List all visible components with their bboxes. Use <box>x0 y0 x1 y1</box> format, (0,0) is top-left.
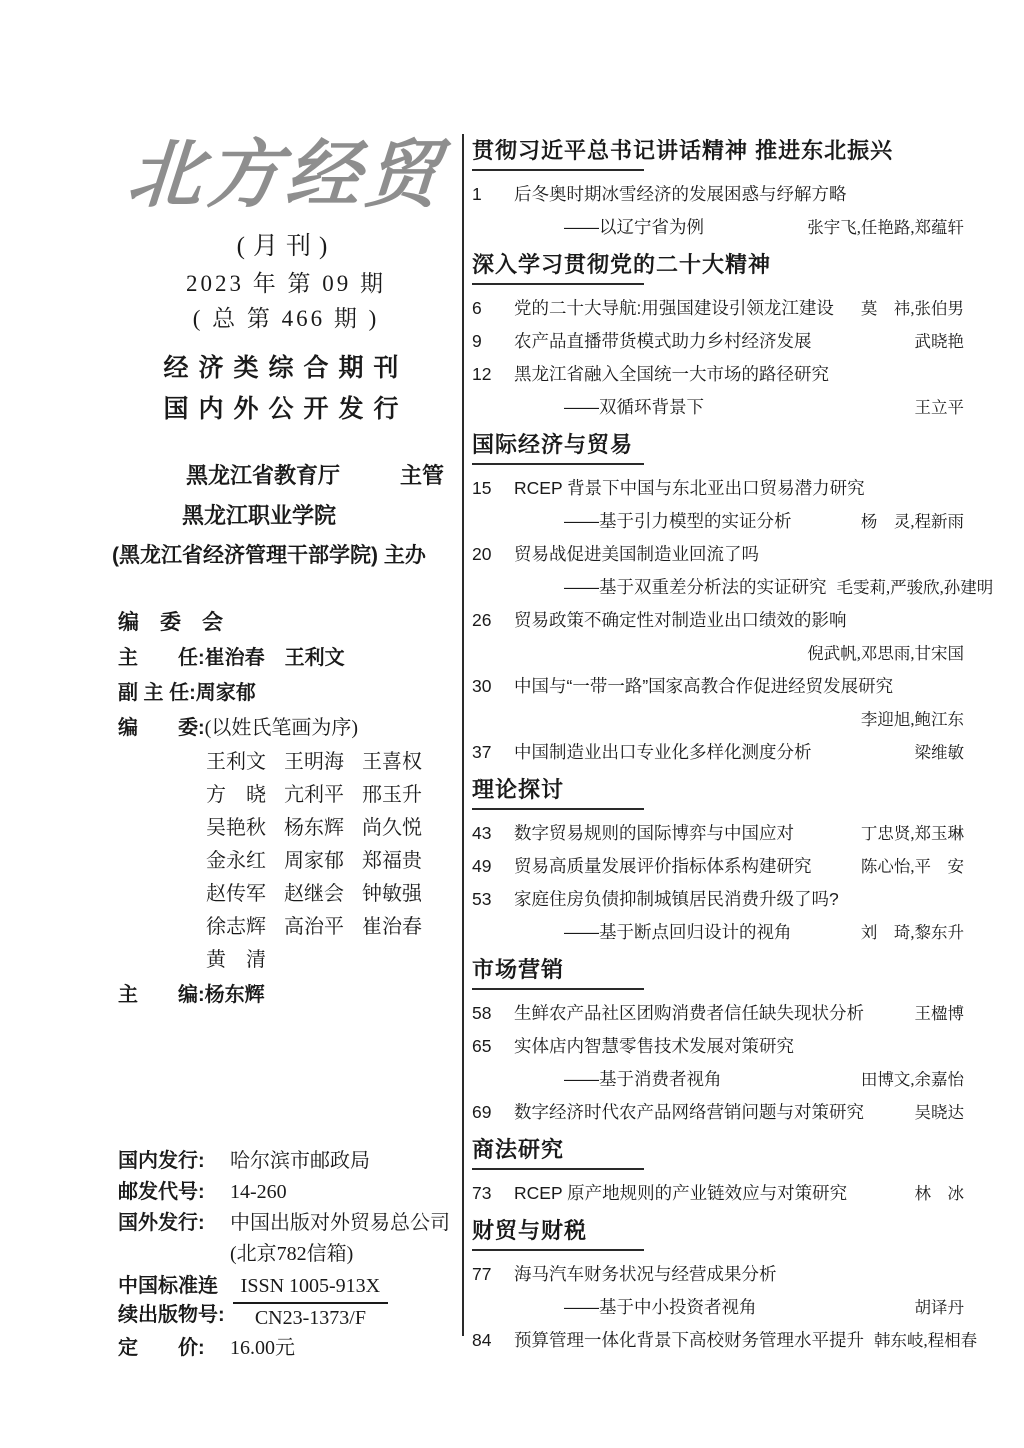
toc-entry-title: 后冬奥时期冰雪经济的发展困惑与纾解方略 <box>514 184 847 204</box>
board-member-name: 方 晓 <box>206 784 266 806</box>
toc-entry-authors: 林 冰 <box>914 1184 964 1203</box>
toc-entry-authors: 韩东岐,程相春 <box>874 1331 978 1350</box>
toc-entry-line <box>472 571 994 604</box>
toc-entry-authors: 陈心怡,平 安 <box>860 857 964 876</box>
board-member-name: 王明海 <box>284 751 344 773</box>
board-member-name: 高治平 <box>284 916 344 938</box>
board-member-name: 金永红 <box>206 850 266 872</box>
toc-section-underline <box>472 283 644 285</box>
organizer-name: 黑龙江职业学院 <box>182 503 337 528</box>
toc-entry-authors: 丁忠贤,郑玉琳 <box>860 824 964 843</box>
foreign-distribution-value: 中国出版对外贸易总公司 <box>230 1212 450 1234</box>
organizer-alt-name: (黑龙江省经济管理干部学院) 主办 <box>112 544 426 567</box>
toc-entry-title: ——基于消费者视角 <box>564 1069 722 1089</box>
toc-page-number: 26 <box>472 610 492 630</box>
toc-entry-line <box>472 637 964 670</box>
chief-editor-label: 主 编: <box>118 984 205 1006</box>
board-member-name: 邢玉升 <box>362 784 422 806</box>
toc-entry-authors: 李迎旭,鲍江东 <box>860 710 964 729</box>
toc-entry-line <box>472 538 964 571</box>
toc-section-title: 商法研究 <box>472 1137 565 1162</box>
toc-entry-line <box>472 1324 978 1357</box>
journal-type-line1: 经济类综合期刊 <box>163 354 409 382</box>
toc-entry-line <box>472 997 964 1030</box>
toc-section-lines <box>472 817 964 949</box>
price-label: 定 价: <box>118 1337 205 1359</box>
toc-entry-line <box>472 1063 964 1096</box>
supervisor-role: 主管 <box>399 463 444 488</box>
toc-entry-title: 生鲜农产品社区团购消费者信任缺失现状分析 <box>514 1003 864 1023</box>
masthead <box>112 122 460 576</box>
toc-page-number: 37 <box>472 742 492 762</box>
board-member-name: 赵继会 <box>284 883 344 905</box>
toc-entry-authors: 倪武帆,邓思雨,甘宋国 <box>807 644 964 663</box>
toc-entry-title: 数字经济时代农产品网络营销问题与对策研究 <box>514 1102 864 1122</box>
toc-entry-line <box>472 1177 964 1210</box>
foreign-distribution-value2: (北京782信箱) <box>230 1243 354 1265</box>
foreign-distribution-spacer <box>118 1239 230 1270</box>
toc-entry-line <box>472 1291 964 1324</box>
toc-section-title: 市场营销 <box>472 957 565 982</box>
toc-section-title: 理论探讨 <box>472 777 565 802</box>
chief-editor-name: 杨东辉 <box>204 984 265 1006</box>
toc-entry-line <box>472 505 964 538</box>
toc-entry-title: 海马汽车财务状况与经营成果分析 <box>514 1264 777 1284</box>
toc-entry-title: ——基于双重差分析法的实证研究 <box>564 577 827 597</box>
toc-section <box>472 251 964 424</box>
toc-entry-line <box>472 1030 964 1063</box>
board-member-name: 周家郁 <box>284 850 344 872</box>
toc-page-number: 20 <box>472 544 492 564</box>
toc-entry-line <box>472 325 964 358</box>
toc-entry-line <box>472 604 964 637</box>
domestic-distribution-label: 国内发行: <box>118 1150 205 1172</box>
toc-entry-line <box>472 292 964 325</box>
journal-type-line2: 国内外公开发行 <box>163 395 409 423</box>
toc-entry-authors: 王立平 <box>914 398 964 417</box>
board-member-name: 崔治春 <box>362 916 422 938</box>
toc-entry-title: RCEP 背景下中国与东北亚出口贸易潜力研究 <box>514 478 865 498</box>
board-title: 编 委 会 <box>118 611 223 634</box>
toc-page-number: 30 <box>472 676 492 696</box>
toc-entry-line <box>472 670 964 703</box>
toc-page-number: 53 <box>472 889 492 909</box>
toc-section-title: 国际经济与贸易 <box>472 432 634 457</box>
toc-page-number: 77 <box>472 1264 492 1284</box>
toc-page-number: 6 <box>472 298 482 318</box>
toc-entry-line <box>472 916 964 949</box>
toc-entry-authors: 张宇飞,任艳路,郑蕴轩 <box>807 218 964 237</box>
toc-entry-authors: 莫 祎,张伯男 <box>860 299 964 318</box>
board-director-label: 主 任: <box>118 647 205 669</box>
toc-entry-authors: 梁维敏 <box>914 743 964 762</box>
cn-number: CN23-1373/F <box>254 1307 366 1329</box>
toc-entry-authors: 杨 灵,程新雨 <box>860 512 964 531</box>
toc-entry-line <box>472 472 964 505</box>
board-member-name: 黄 清 <box>206 949 266 971</box>
toc-section-underline <box>472 988 644 990</box>
toc-section-lines <box>472 178 964 244</box>
toc-section <box>472 137 964 244</box>
toc-entry-title: 中国制造业出口专业化多样化测度分析 <box>514 742 812 762</box>
toc-page-number: 1 <box>472 184 482 204</box>
toc-page-number: 43 <box>472 823 492 843</box>
toc-entry-line <box>472 817 964 850</box>
toc-section <box>472 1136 964 1210</box>
board-deputy-names: 周家郁 <box>195 682 256 704</box>
board-member-name: 杨东辉 <box>284 817 344 839</box>
toc-entry-authors: 胡译丹 <box>914 1298 964 1317</box>
toc-section-underline <box>472 1168 644 1170</box>
toc-section-title: 财贸与财税 <box>472 1218 588 1243</box>
toc <box>472 130 994 1357</box>
toc-entry-line <box>472 1258 964 1291</box>
toc-page-number: 15 <box>472 478 492 498</box>
board-deputy-label: 副 主 任: <box>118 682 196 704</box>
toc-page-number: 73 <box>472 1183 492 1203</box>
toc-section-underline <box>472 808 644 810</box>
toc-page-number: 9 <box>472 331 482 351</box>
toc-entry-line <box>472 391 964 424</box>
toc-section-title: 贯彻习近平总书记讲话精神 推进东北振兴 <box>472 138 894 163</box>
board-member-name: 赵传军 <box>206 883 266 905</box>
board-members-label: 编 委: <box>118 717 205 739</box>
toc-entry-line <box>472 1096 964 1129</box>
toc-section <box>472 776 964 949</box>
toc-page-number: 49 <box>472 856 492 876</box>
toc-section-underline <box>472 169 644 171</box>
board-member-name: 亢利平 <box>284 784 344 806</box>
toc-entry-title: 贸易政策不确定性对制造业出口绩效的影响 <box>514 610 847 630</box>
toc-entry-title: 党的二十大导航:用强国建设引领龙江建设 <box>514 298 834 318</box>
toc-section-lines <box>472 1177 964 1210</box>
toc-section-underline <box>472 463 644 465</box>
toc-entry-title: ——基于引力模型的实证分析 <box>564 511 792 531</box>
toc-entry-title: 家庭住房负债抑制城镇居民消费升级了吗? <box>514 889 839 909</box>
journal-frequency: (月刊) <box>236 233 336 260</box>
issn-label-line2: 续出版物号: <box>118 1304 225 1326</box>
board-member-name: 郑福贵 <box>362 850 422 872</box>
toc-section-lines <box>472 472 994 769</box>
postal-code-value: 14-260 <box>230 1181 287 1203</box>
postal-code-label: 邮发代号: <box>118 1181 205 1203</box>
toc-entry-authors: 王楹博 <box>914 1004 964 1023</box>
toc-entry-title: 预算管理一体化背景下高校财务管理水平提升 <box>514 1330 864 1350</box>
toc-page-number: 69 <box>472 1102 492 1122</box>
toc-section-lines <box>472 997 964 1129</box>
toc-entry-title: ——以辽宁省为例 <box>564 217 704 237</box>
toc-entry-line <box>472 883 964 916</box>
board-member-name: 徐志辉 <box>206 916 266 938</box>
board-director-names: 崔治春 王利文 <box>204 647 345 669</box>
toc-entry-authors: 毛雯莉,严骏欣,孙建明 <box>836 578 994 597</box>
toc-entry-title: ——双循环背景下 <box>564 397 704 417</box>
toc-entry-title: 中国与“一带一路”国家高教合作促进经贸发展研究 <box>514 676 894 696</box>
toc-entry-title: 数字贸易规则的国际博弈与中国应对 <box>514 823 794 843</box>
issn-label <box>118 1272 225 1333</box>
toc-entry-line <box>472 850 964 883</box>
toc-entry-authors: 田博文,余嘉怡 <box>860 1070 964 1089</box>
issue-number: 2023 年 第 09 期 <box>186 271 386 296</box>
toc-entry-authors: 武晓艳 <box>914 332 964 351</box>
toc-section-title: 深入学习贯彻党的二十大精神 <box>472 252 772 277</box>
toc-page-number: 58 <box>472 1003 492 1023</box>
issue-total-number: ( 总 第 466 期 ) <box>192 306 380 331</box>
toc-entry-authors: 吴晓达 <box>914 1103 964 1122</box>
toc-page-number: 12 <box>472 364 492 384</box>
toc-entry-title: 实体店内智慧零售技术发展对策研究 <box>514 1036 794 1056</box>
editorial-board <box>118 604 460 1013</box>
domestic-distribution-value: 哈尔滨市邮政局 <box>230 1150 370 1172</box>
toc-entry-line <box>472 736 964 769</box>
board-member-name: 吴艳秋 <box>206 817 266 839</box>
toc-section-underline <box>472 1249 644 1251</box>
toc-section <box>472 1217 978 1357</box>
toc-section-lines <box>472 1258 978 1357</box>
toc-entry-line <box>472 211 964 244</box>
board-members-grid <box>118 746 460 977</box>
toc-entry-title: 贸易高质量发展评价指标体系构建研究 <box>514 856 812 876</box>
issn-label-line1: 中国标准连 <box>118 1275 218 1297</box>
board-member-name: 钟敏强 <box>362 883 422 905</box>
toc-entry-title: ——基于断点回归设计的视角 <box>564 922 792 942</box>
foreign-distribution-label: 国外发行: <box>118 1212 205 1234</box>
column-divider-line <box>462 134 464 1336</box>
toc-entry-title: 贸易战促进美国制造业回流了吗 <box>514 544 759 564</box>
toc-entry-title: 黑龙江省融入全国统一大市场的路径研究 <box>514 364 829 384</box>
toc-entry-line <box>472 703 964 736</box>
board-member-name: 王利文 <box>206 751 266 773</box>
toc-entry-title: ——基于中小投资者视角 <box>564 1297 757 1317</box>
supervisor-name: 黑龙江省教育厅 <box>186 463 341 488</box>
issn-number: ISSN 1005-913X <box>233 1272 388 1304</box>
toc-entry-authors: 刘 琦,黎东升 <box>860 923 964 942</box>
journal-logo: 北方经贸 <box>124 132 448 218</box>
price-value: 16.00元 <box>230 1337 295 1359</box>
issn-values <box>233 1272 388 1333</box>
toc-section <box>472 956 964 1129</box>
toc-page-number: 65 <box>472 1036 492 1056</box>
board-member-name: 王喜权 <box>362 751 422 773</box>
publication-info <box>118 1146 460 1364</box>
toc-entry-line <box>472 358 964 391</box>
board-member-name: 尚久悦 <box>362 817 422 839</box>
sponsor-block <box>112 456 460 576</box>
toc-entry-title: 农产品直播带货模式助力乡村经济发展 <box>514 331 812 351</box>
board-members-note: (以姓氏笔画为序) <box>204 717 358 739</box>
toc-entry-line <box>472 178 964 211</box>
toc-page-number: 84 <box>472 1330 492 1350</box>
toc-section <box>472 431 994 769</box>
toc-entry-title: RCEP 原产地规则的产业链效应与对策研究 <box>514 1183 848 1203</box>
toc-section-lines <box>472 292 964 424</box>
